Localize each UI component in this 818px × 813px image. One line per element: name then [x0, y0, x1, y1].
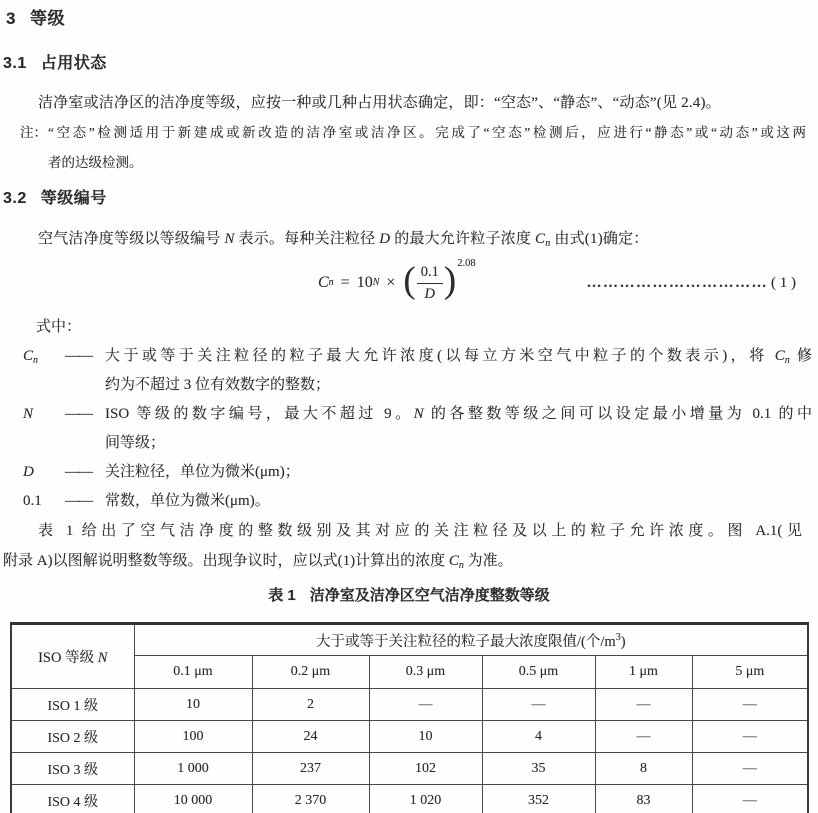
definition-text [105, 458, 812, 487]
section-3-heading [6, 0, 818, 30]
equation-number: ( 1 ) [771, 274, 796, 291]
size-header: 0.5 μm [482, 656, 595, 689]
section-3-1-number: 3.1 [3, 55, 27, 72]
span-header: 大于或等于关注粒径的粒子最大浓度限值/(个$/m^3$) [134, 624, 808, 656]
open-paren: ( [403, 260, 416, 302]
definition-line: 关注粒径，单位为微米(μm)； [105, 464, 300, 480]
definition-line: 大于或等于关注粒径的粒子最大允许浓度(以每立方米空气中粒子的个数表示)，将 $C_n$ 修 [105, 348, 812, 366]
note-text [48, 118, 806, 178]
concentration-cell: 24 [252, 721, 369, 753]
note-line: 者的达级检测。 [48, 155, 143, 170]
equation-reference [587, 275, 797, 292]
formula-expression: C n = 10 N × ( $\frac{0.1}{D}$ ) 2.08 [318, 257, 476, 302]
concentration-cell: 35 [482, 753, 595, 785]
definition-term: 0.1 [23, 493, 42, 509]
table-row [11, 689, 808, 721]
definition-term: $C_n$ [23, 348, 39, 366]
concentration-cell: 10 [134, 689, 252, 721]
note-label: 注： [20, 125, 47, 140]
concentration-cell: 2 370 [252, 785, 369, 813]
table-row [11, 785, 808, 813]
section-3-2-number: 3.2 [3, 190, 27, 207]
fraction-denominator: D [424, 285, 436, 302]
concentration-cell: 10 000 [134, 785, 252, 813]
concentration-cell: 102 [369, 753, 482, 785]
concentration-cell: 237 [252, 753, 369, 785]
close-paren: ) [443, 260, 457, 302]
times-sign: × [386, 274, 396, 291]
table-title-label: 表 1 [268, 587, 296, 604]
table-title-text: 洁净室及洁净区空气洁净度整数等级 [309, 587, 550, 604]
size-header: 5 μm [692, 656, 808, 689]
table-header-row [11, 624, 808, 656]
class-number-paragraph: 空气洁净度等级以等级编号 N 表示。每种关注粒径 D 的最大允许粒子浓度 $C_n$ 由式(1)确定： [38, 231, 649, 249]
definition-text [105, 342, 812, 400]
concentration-cell: 8 [595, 753, 692, 785]
definition-row [23, 487, 812, 516]
table-row [11, 721, 808, 753]
definition-text [105, 400, 812, 458]
concentration-cell: — [692, 785, 808, 813]
row-label: ISO 2 级 [11, 721, 134, 753]
note-line: “空态”检测适用于新建成或新改造的洁净室或洁净区。完成了“空态”检测后，应进行“静态”或“动态”或这两 [48, 125, 806, 140]
definition-line: 间等级； [105, 435, 166, 451]
definition-term: D [23, 464, 34, 480]
definition-row [23, 342, 812, 400]
formula-base: 10 [356, 274, 373, 291]
definition-dash: —— [65, 464, 91, 480]
concentration-cell: — [369, 689, 482, 721]
where-label: 式中： [36, 319, 82, 335]
formula-var-c: C [318, 274, 329, 291]
table-title [0, 586, 818, 606]
size-header: 0.1 μm [134, 656, 252, 689]
concentration-cell: 1 020 [369, 785, 482, 813]
concentration-cell: 1 000 [134, 753, 252, 785]
row-label: ISO 4 级 [11, 785, 134, 813]
fraction-numerator: 0.1 [417, 263, 443, 284]
concentration-cell: — [595, 721, 692, 753]
table-intro-line: 附录 A)以图解说明整数等级。出现争议时，应以式(1)计算出的浓度 $C_n$ 为准。 [3, 553, 513, 571]
concentration-cell: 83 [595, 785, 692, 813]
section-3-title: 等级 [29, 9, 65, 28]
definition-line: 常数，单位为微米(μm)。 [105, 493, 270, 509]
definition-line: ISO 等级的数字编号，最大不超过 9。N 的各整数等级之间可以设定最小增量为 0.1 的中 [105, 406, 812, 422]
equals-sign: = [340, 274, 350, 291]
definition-dash: —— [65, 493, 91, 509]
equation-1 [318, 257, 796, 306]
definition-dash: —— [65, 406, 91, 422]
concentration-cell: 2 [252, 689, 369, 721]
concentration-cell: 100 [134, 721, 252, 753]
concentration-cell: — [692, 721, 808, 753]
size-header: 0.3 μm [369, 656, 482, 689]
section-3-2-heading [3, 188, 818, 210]
definition-row [23, 458, 812, 487]
row-label: ISO 3 级 [11, 753, 134, 785]
table-row [11, 753, 808, 785]
definition-dash: —— [65, 348, 91, 364]
concentration-cell: — [595, 689, 692, 721]
occupancy-paragraph: 洁净室或洁净区的洁净度等级，应按一种或几种占用状态确定，即：“空态”、“静态”、“动态”(见 2.4)。 [38, 95, 721, 111]
section-3-1-title: 占用状态 [40, 55, 107, 72]
concentration-cell: — [482, 689, 595, 721]
iso-class-table [10, 622, 809, 813]
definition-row [23, 400, 812, 458]
concentration-cell: 10 [369, 721, 482, 753]
corner-header: ISO 等级 N [11, 624, 134, 689]
table-intro-paragraph [3, 516, 802, 576]
section-3-1-heading [3, 53, 818, 75]
section-3-number: 3 [6, 9, 16, 28]
note-block [20, 118, 806, 178]
concentration-cell: — [692, 753, 808, 785]
row-label: ISO 1 级 [11, 689, 134, 721]
concentration-cell: 4 [482, 721, 595, 753]
size-header: 0.2 μm [252, 656, 369, 689]
concentration-cell: — [692, 689, 808, 721]
table-intro-line: 表 1 给出了空气洁净度的整数级别及其对应的关注粒径及以上的粒子允许浓度。图 A.1(见 [38, 523, 802, 539]
where-list [23, 342, 812, 516]
size-header: 1 μm [595, 656, 692, 689]
definition-text [105, 487, 812, 516]
definition-term: N [23, 406, 34, 422]
section-3-2-title: 等级编号 [40, 190, 107, 207]
fraction [417, 263, 443, 304]
leader-dots: …………………………… [586, 274, 768, 291]
definition-line: 约为不超过 3 位有效数字的整数； [105, 377, 331, 393]
concentration-cell: 352 [482, 785, 595, 813]
